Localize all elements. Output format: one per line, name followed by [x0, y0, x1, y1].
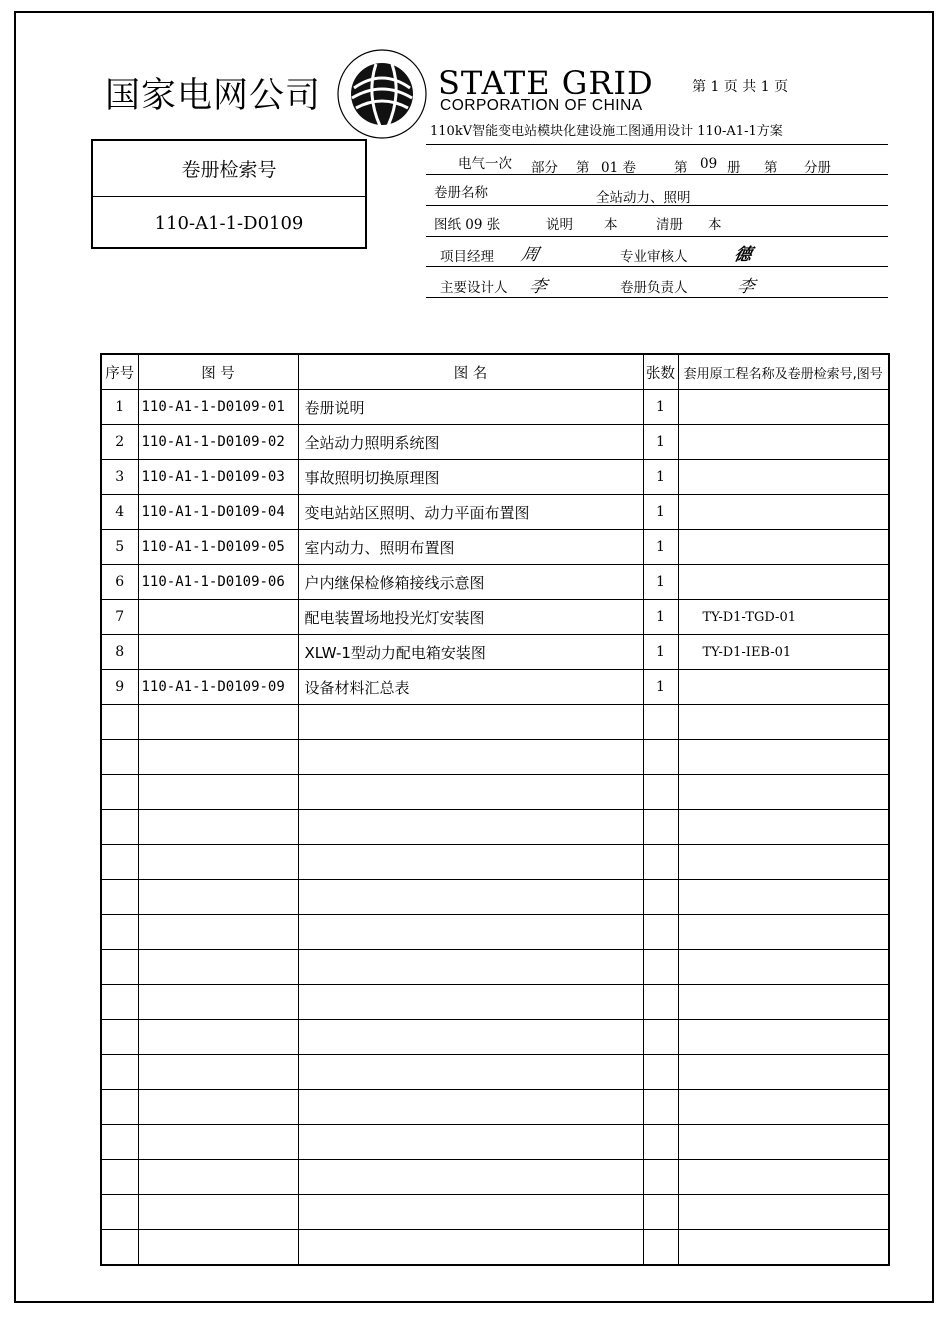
table-row — [101, 1195, 889, 1230]
row-name: 卷册说明 — [298, 390, 643, 425]
info-di-2: 第 — [674, 160, 688, 176]
row-qty — [643, 950, 678, 985]
row-code — [138, 1055, 298, 1090]
row-name — [298, 915, 643, 950]
row-no: 3 — [101, 460, 138, 495]
info-description: 说明 — [546, 217, 573, 233]
row-no: 5 — [101, 530, 138, 565]
info-di-1: 第 — [576, 160, 590, 176]
row-qty — [643, 740, 678, 775]
row-qty — [643, 915, 678, 950]
row-ref: TY-D1-TGD-01 — [678, 600, 889, 635]
row-no — [101, 775, 138, 810]
row-qty — [643, 1160, 678, 1195]
row-code — [138, 600, 298, 635]
info-discipline: 电气一次 — [458, 156, 512, 172]
row-qty: 1 — [643, 565, 678, 600]
info-part: 部分 — [531, 160, 558, 176]
design-subtitle: 110kV智能变电站模块化建设施工图通用设计 110-A1-1方案 — [430, 124, 783, 139]
row-no — [101, 705, 138, 740]
row-name — [298, 1125, 643, 1160]
info-volume-lead-label: 卷册负责人 — [620, 280, 688, 296]
row-name — [298, 1055, 643, 1090]
row-no — [101, 880, 138, 915]
row-ref — [678, 670, 889, 705]
index-number-label: 卷册检索号 — [93, 141, 365, 197]
row-ref — [678, 390, 889, 425]
info-line — [426, 266, 888, 267]
row-code: 110-A1-1-D0109-05 — [138, 530, 298, 565]
signature-icon: 李 — [527, 277, 549, 297]
page-info: 第 1 页 共 1 页 — [692, 79, 789, 95]
row-name — [298, 845, 643, 880]
row-ref — [678, 740, 889, 775]
row-ref — [678, 950, 889, 985]
row-ref — [678, 1090, 889, 1125]
row-qty — [643, 880, 678, 915]
brand-name-en: STATE GRID — [438, 64, 654, 102]
table-row — [101, 985, 889, 1020]
row-ref — [678, 845, 889, 880]
row-code — [138, 635, 298, 670]
row-ref — [678, 425, 889, 460]
brand-corp-en: CORPORATION OF CHINA — [440, 97, 643, 114]
row-ref — [678, 530, 889, 565]
row-name: 事故照明切换原理图 — [298, 460, 643, 495]
row-name — [298, 1195, 643, 1230]
info-book: 册 — [727, 160, 741, 176]
table-row — [101, 460, 889, 495]
row-code — [138, 985, 298, 1020]
index-number-box — [91, 139, 367, 249]
table-header-row — [101, 354, 889, 390]
signature-icon: 德 — [732, 245, 754, 265]
row-no: 4 — [101, 495, 138, 530]
row-name — [298, 1160, 643, 1195]
info-ben-1: 本 — [604, 217, 618, 233]
row-no — [101, 845, 138, 880]
state-grid-logo-icon — [336, 48, 428, 140]
row-code: 110-A1-1-D0109-02 — [138, 425, 298, 460]
row-name: 全站动力照明系统图 — [298, 425, 643, 460]
info-ben-2: 本 — [708, 217, 722, 233]
row-code: 110-A1-1-D0109-09 — [138, 670, 298, 705]
row-no — [101, 950, 138, 985]
row-name — [298, 740, 643, 775]
row-qty — [643, 1020, 678, 1055]
row-qty — [643, 985, 678, 1020]
row-name — [298, 1090, 643, 1125]
row-name: XLW-1型动力配电箱安装图 — [298, 635, 643, 670]
row-name — [298, 1230, 643, 1266]
row-qty: 1 — [643, 600, 678, 635]
row-code — [138, 705, 298, 740]
row-no — [101, 1160, 138, 1195]
table-row — [101, 1160, 889, 1195]
info-line — [426, 297, 888, 298]
row-name — [298, 985, 643, 1020]
table-row — [101, 775, 889, 810]
table-row — [101, 425, 889, 460]
row-no — [101, 1195, 138, 1230]
row-qty — [643, 1125, 678, 1160]
index-number-value: 110-A1-1-D0109 — [154, 212, 304, 234]
table-row — [101, 1090, 889, 1125]
row-no: 7 — [101, 600, 138, 635]
row-qty: 1 — [643, 530, 678, 565]
info-volume: 01 卷 — [601, 160, 636, 176]
row-name — [298, 880, 643, 915]
row-code: 110-A1-1-D0109-04 — [138, 495, 298, 530]
table-row — [101, 600, 889, 635]
row-code — [138, 1230, 298, 1266]
table-row — [101, 845, 889, 880]
info-book-no: 09 — [700, 156, 718, 172]
row-ref — [678, 1195, 889, 1230]
row-code: 110-A1-1-D0109-06 — [138, 565, 298, 600]
row-code — [138, 845, 298, 880]
table-row — [101, 1125, 889, 1160]
info-line — [426, 236, 888, 237]
row-no: 2 — [101, 425, 138, 460]
table-row — [101, 1055, 889, 1090]
row-code — [138, 1125, 298, 1160]
table-row — [101, 495, 889, 530]
table-row — [101, 740, 889, 775]
row-name: 设备材料汇总表 — [298, 670, 643, 705]
row-no — [101, 915, 138, 950]
row-qty — [643, 1195, 678, 1230]
row-ref: TY-D1-IEB-01 — [678, 635, 889, 670]
row-code: 110-A1-1-D0109-01 — [138, 390, 298, 425]
row-qty: 1 — [643, 635, 678, 670]
row-code — [138, 1160, 298, 1195]
table-row — [101, 530, 889, 565]
table-row — [101, 880, 889, 915]
row-ref — [678, 775, 889, 810]
row-name — [298, 1020, 643, 1055]
row-name — [298, 775, 643, 810]
row-qty — [643, 1055, 678, 1090]
drawing-list-table — [100, 353, 888, 1263]
row-qty — [643, 845, 678, 880]
row-ref — [678, 1020, 889, 1055]
row-no — [101, 1055, 138, 1090]
row-qty — [643, 775, 678, 810]
row-qty: 1 — [643, 460, 678, 495]
info-reviewer-label: 专业审核人 — [620, 249, 688, 265]
table-row — [101, 670, 889, 705]
row-name — [298, 950, 643, 985]
row-ref — [678, 495, 889, 530]
info-volume-name-value: 全站动力、照明 — [596, 190, 691, 206]
row-no: 9 — [101, 670, 138, 705]
col-header-name: 图 名 — [298, 354, 643, 390]
row-code: 110-A1-1-D0109-03 — [138, 460, 298, 495]
row-no: 1 — [101, 390, 138, 425]
row-qty: 1 — [643, 390, 678, 425]
row-no — [101, 1230, 138, 1266]
row-code — [138, 950, 298, 985]
row-no: 6 — [101, 565, 138, 600]
table-row — [101, 705, 889, 740]
info-drawing-count: 图纸 09 张 — [434, 217, 501, 233]
row-no — [101, 985, 138, 1020]
row-qty — [643, 1230, 678, 1266]
company-name-cn: 国家电网公司 — [105, 76, 322, 116]
row-qty: 1 — [643, 670, 678, 705]
row-ref — [678, 1125, 889, 1160]
row-no — [101, 1125, 138, 1160]
row-ref — [678, 1230, 889, 1266]
col-header-ref: 套用原工程名称及卷册检索号,图号 — [678, 354, 889, 390]
info-volume-name-label: 卷册名称 — [434, 185, 488, 201]
table-row — [101, 915, 889, 950]
row-code — [138, 740, 298, 775]
row-no — [101, 740, 138, 775]
row-code — [138, 1020, 298, 1055]
row-code — [138, 880, 298, 915]
row-name: 室内动力、照明布置图 — [298, 530, 643, 565]
row-code — [138, 810, 298, 845]
signature-icon: 李 — [735, 277, 757, 297]
row-code — [138, 775, 298, 810]
row-ref — [678, 705, 889, 740]
info-line — [426, 144, 888, 145]
info-main-designer-label: 主要设计人 — [440, 280, 508, 296]
row-code — [138, 915, 298, 950]
info-di-3: 第 — [764, 160, 778, 176]
row-name — [298, 705, 643, 740]
table-row — [101, 1020, 889, 1055]
signature-icon: 周 — [519, 245, 541, 265]
row-ref — [678, 880, 889, 915]
row-no — [101, 1090, 138, 1125]
row-name: 变电站站区照明、动力平面布置图 — [298, 495, 643, 530]
col-header-code: 图 号 — [138, 354, 298, 390]
info-sub-book: 分册 — [804, 160, 831, 176]
row-qty — [643, 810, 678, 845]
row-ref — [678, 1160, 889, 1195]
row-code — [138, 1195, 298, 1230]
row-name: 户内继保检修箱接线示意图 — [298, 565, 643, 600]
row-ref — [678, 460, 889, 495]
row-ref — [678, 565, 889, 600]
table-row — [101, 950, 889, 985]
table-row — [101, 565, 889, 600]
row-name: 配电装置场地投光灯安装图 — [298, 600, 643, 635]
row-no: 8 — [101, 635, 138, 670]
row-ref — [678, 1055, 889, 1090]
info-project-manager-label: 项目经理 — [440, 249, 494, 265]
row-no — [101, 1020, 138, 1055]
row-name — [298, 810, 643, 845]
row-no — [101, 810, 138, 845]
row-ref — [678, 810, 889, 845]
table-row — [101, 635, 889, 670]
row-qty: 1 — [643, 495, 678, 530]
row-qty: 1 — [643, 425, 678, 460]
row-qty — [643, 705, 678, 740]
row-ref — [678, 915, 889, 950]
info-list: 清册 — [656, 217, 683, 233]
row-qty — [643, 1090, 678, 1125]
col-header-qty: 张数 — [643, 354, 678, 390]
col-header-no: 序号 — [101, 354, 138, 390]
table-row — [101, 390, 889, 425]
table-row — [101, 1230, 889, 1266]
table-row — [101, 810, 889, 845]
row-ref — [678, 985, 889, 1020]
row-code — [138, 1090, 298, 1125]
